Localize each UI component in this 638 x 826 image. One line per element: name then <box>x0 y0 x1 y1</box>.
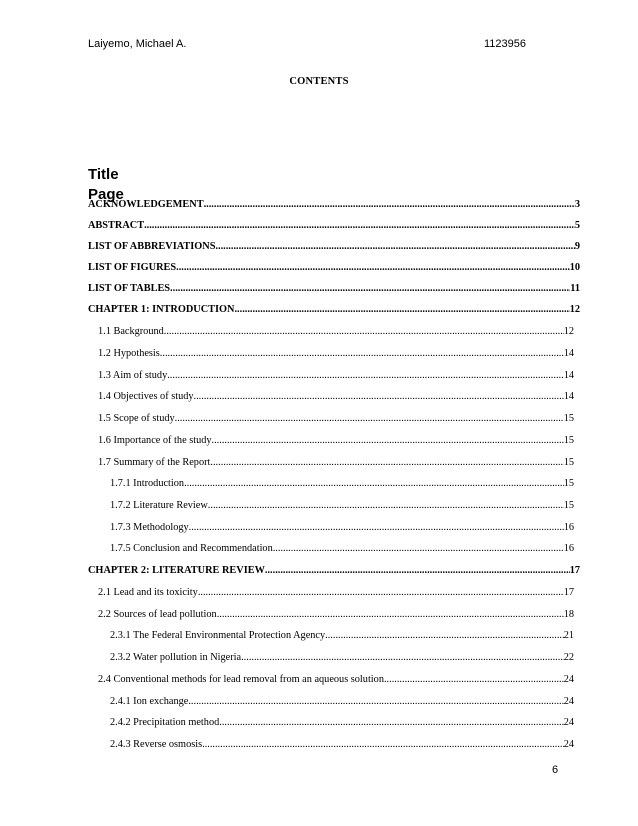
toc-entry[interactable] <box>98 433 574 449</box>
toc-entry-label: 1.7.1 Introduction <box>110 478 185 489</box>
toc-entry[interactable] <box>88 302 580 318</box>
toc-leader <box>160 346 564 362</box>
contents-heading: CONTENTS <box>289 76 349 87</box>
toc-leader <box>215 239 574 255</box>
toc-entry[interactable] <box>98 585 574 601</box>
toc-entry-label: 2.4 Conventional methods for lead removal from an aqueous solution <box>98 674 384 685</box>
toc-entry[interactable] <box>110 715 574 731</box>
toc-entry[interactable] <box>88 563 580 579</box>
toc-leader <box>265 563 570 579</box>
toc-entry-label: 1.7.5 Conclusion and Recommendation <box>110 543 273 554</box>
toc-leader <box>189 520 564 536</box>
toc-entry-label: 1.6 Importance of the study <box>98 435 212 446</box>
toc-leader <box>188 694 563 710</box>
toc-entry-label: 1.4 Objectives of study <box>98 391 194 402</box>
toc-entry-page: 12 <box>563 326 574 337</box>
toc-entry[interactable] <box>110 520 574 536</box>
toc-entry[interactable] <box>98 411 574 427</box>
toc-entry-label: CHAPTER 1: INTRODUCTION <box>88 304 235 315</box>
toc-leader <box>234 302 569 318</box>
page-number: 6 <box>552 764 559 776</box>
toc-leader <box>202 737 564 753</box>
toc-entry[interactable] <box>110 476 574 492</box>
toc-entry[interactable] <box>88 197 580 213</box>
toc-entry-page: 9 <box>574 241 580 252</box>
toc-entry[interactable] <box>110 498 574 514</box>
toc-entry-page: 15 <box>563 435 574 446</box>
toc-leader <box>198 585 564 601</box>
toc-leader <box>167 368 563 384</box>
toc-entry-page: 14 <box>563 370 574 381</box>
toc-entry[interactable] <box>110 737 574 753</box>
toc-entry-label: LIST OF TABLES <box>88 283 171 294</box>
toc-entry[interactable] <box>110 650 574 666</box>
toc-entry-page: 15 <box>563 478 574 489</box>
toc-entry-page: 22 <box>563 652 574 663</box>
toc-leader <box>273 541 564 557</box>
toc-entry-label: 1.7.2 Literature Review <box>110 500 208 511</box>
toc-entry-label: 2.4.2 Precipitation method <box>110 717 220 728</box>
toc-entry-label: 1.7.3 Methodology <box>110 522 189 533</box>
toc-entry-label: CHAPTER 2: LITERATURE REVIEW <box>88 565 265 576</box>
toc-leader <box>384 672 564 688</box>
toc-entry-page: 3 <box>574 199 580 210</box>
toc-entry[interactable] <box>98 346 574 362</box>
toc-leader <box>217 607 564 623</box>
toc-entry[interactable] <box>98 455 574 471</box>
toc-entry[interactable] <box>110 694 574 710</box>
toc-entry-label: 2.3.1 The Federal Environmental Protection Agency <box>110 630 326 641</box>
toc-leader <box>144 218 575 234</box>
toc-leader <box>204 197 575 213</box>
toc-leader <box>325 628 564 644</box>
header-id: 1123956 <box>484 38 527 50</box>
toc-leader <box>241 650 564 666</box>
toc-entry[interactable] <box>88 239 580 255</box>
toc-leader <box>170 281 570 297</box>
toc-entry-label: 2.4.3 Reverse osmosis <box>110 739 203 750</box>
toc-leader <box>212 433 564 449</box>
toc-entry[interactable] <box>88 218 580 234</box>
toc-leader <box>164 324 564 340</box>
toc-entry-page: 24 <box>563 739 574 750</box>
title-page-line2: Page <box>88 186 124 203</box>
toc-entry[interactable] <box>98 368 574 384</box>
toc-entry-label: 1.7 Summary of the Report <box>98 457 211 468</box>
toc-entry-label: ACKNOWLEDGEMENT <box>88 199 204 210</box>
toc-entry-page: 17 <box>569 565 580 576</box>
toc-entry-page: 14 <box>563 391 574 402</box>
toc-entry-label: 1.3 Aim of study <box>98 370 168 381</box>
toc-entry-page: 24 <box>563 717 574 728</box>
toc-entry[interactable] <box>88 260 580 276</box>
toc-entry-label: 2.4.1 Ion exchange <box>110 696 189 707</box>
toc-leader <box>208 498 564 514</box>
toc-entry-page: 12 <box>569 304 580 315</box>
toc-entry-page: 15 <box>563 413 574 424</box>
toc-entry[interactable] <box>98 389 574 405</box>
toc-entry[interactable] <box>98 672 574 688</box>
toc-entry-page: 15 <box>563 500 574 511</box>
header-author: Laiyemo, Michael A. <box>88 38 187 50</box>
toc-entry-label: LIST OF FIGURES <box>88 262 177 273</box>
toc-entry-page: 15 <box>563 457 574 468</box>
toc-leader <box>210 455 563 471</box>
toc-entry[interactable] <box>110 628 574 644</box>
toc-entry-label: 2.2 Sources of lead pollution <box>98 609 217 620</box>
toc-entry-page: 16 <box>563 522 574 533</box>
toc-entry[interactable] <box>98 607 574 623</box>
toc-entry-label: 1.2 Hypothesis <box>98 348 160 359</box>
toc-leader <box>175 411 564 427</box>
toc-entry-page: 18 <box>563 609 574 620</box>
toc-entry-label: 1.1 Background <box>98 326 164 337</box>
toc-entry-page: 14 <box>563 348 574 359</box>
toc-leader <box>194 389 564 405</box>
toc-entry[interactable] <box>98 324 574 340</box>
toc-entry-page: 11 <box>570 283 580 294</box>
toc-entry-page: 16 <box>563 543 574 554</box>
toc-entry-label: 1.5 Scope of study <box>98 413 175 424</box>
toc-entry-page: 10 <box>569 262 580 273</box>
toc-leader <box>176 260 570 276</box>
toc-leader <box>219 715 563 731</box>
title-page-line1: Title <box>88 166 119 183</box>
toc-entry-page: 17 <box>563 587 574 598</box>
toc-entry-page: 21 <box>563 630 574 641</box>
toc-entry-label: LIST OF ABBREVIATIONS <box>88 241 216 252</box>
toc-entry-page: 5 <box>574 220 580 231</box>
toc-entry-page: 24 <box>563 696 574 707</box>
toc-entry-label: ABSTRACT <box>88 220 145 231</box>
toc-entry[interactable] <box>110 541 574 557</box>
toc-entry-label: 2.3.2 Water pollution in Nigeria <box>110 652 242 663</box>
toc-leader <box>184 476 564 492</box>
toc-entry[interactable] <box>88 281 580 297</box>
toc-entry-page: 24 <box>563 674 574 685</box>
toc-entry-label: 2.1 Lead and its toxicity <box>98 587 198 598</box>
